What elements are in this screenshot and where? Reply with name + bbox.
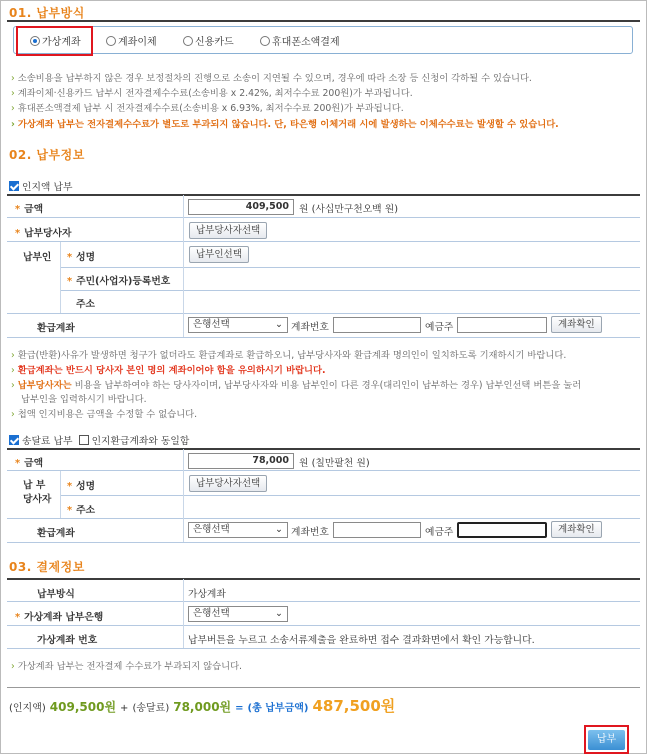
confirm-account-button[interactable]: 계좌확인 (551, 316, 602, 333)
delivery-party-label-1: 납 부 (23, 480, 46, 491)
row-divider (7, 217, 640, 218)
delivery-amount-input[interactable]: 78,000 (188, 453, 294, 469)
payer-id-label: * 주민(사업자)등록번호 (67, 276, 171, 287)
virtual-bank-select[interactable]: 은행선택 ⌄ (188, 606, 288, 622)
delivery-holder-input[interactable] (457, 522, 547, 538)
delivery-address-label: * 주소 (67, 505, 96, 516)
chevron-down-icon: ⌄ (275, 319, 283, 330)
holder-label: 예금주 (425, 322, 454, 333)
radio-label: 신용카드 (195, 37, 234, 48)
highlight-virtual-account (16, 26, 93, 56)
select-delivery-party-button[interactable]: 납부당사자선택 (189, 475, 267, 492)
checkbox-checked-icon (9, 181, 19, 191)
stamp-payment-check[interactable] (9, 179, 72, 193)
radio-dot-icon (106, 36, 116, 46)
chevron-down-icon: ⌄ (275, 524, 283, 535)
row-divider (7, 470, 640, 471)
radio-account-transfer[interactable] (106, 33, 157, 48)
col-divider (60, 242, 61, 313)
summary-equals: = (235, 703, 244, 714)
row-divider (7, 241, 640, 242)
virtual-bank-label: * 가상계좌 납부은행 (15, 612, 104, 623)
payment-method-box (13, 26, 633, 54)
row-divider (7, 313, 640, 314)
row-divider (7, 648, 640, 649)
note: › 첩액 인지비용은 금액을 수정할 수 없습니다. (11, 409, 198, 420)
amount-label: * 금액 (15, 204, 44, 215)
row-divider (7, 337, 640, 338)
refund-holder-input[interactable] (457, 317, 547, 333)
row-divider (61, 495, 640, 496)
refund-account-label: 환급계좌 (37, 323, 75, 334)
method-label: 납부방식 (37, 589, 75, 600)
note: › 계좌이체·신용카드 납부시 전자결제수수료(소송비용 x 2.42%, 최저수수료 200원)가 부과됩니다. (11, 88, 413, 99)
summary-delivery-label: (송달료) (132, 703, 170, 714)
table-top-border (7, 448, 640, 450)
row-divider (7, 601, 640, 602)
amount-suffix: 원 (사십만구천오백 원) (299, 204, 399, 215)
summary-delivery-value: 78,000원 (173, 700, 232, 714)
section-title-payment-info: 02. 납부정보 (9, 148, 85, 162)
virtual-account-label: 가상계좌 번호 (37, 635, 98, 646)
summary-total-label: (총 납부금액) (247, 703, 309, 714)
note: › 소송비용을 납부하지 않은 경우 보정절차의 진행으로 소송이 지연될 수 있으며, 경우에 따라 소장 등 신청이 각하될 수 있습니다. (11, 73, 532, 84)
radio-dot-icon (260, 36, 270, 46)
delivery-name-label: * 성명 (67, 481, 96, 492)
delivery-refund-label: 환급계좌 (37, 528, 75, 539)
delivery-amount-label: * 금액 (15, 458, 44, 469)
account-number-label: 계좌번호 (291, 322, 329, 333)
row-divider (7, 625, 640, 626)
payment-summary (9, 695, 395, 716)
summary-stamp-value: 409,500원 (49, 700, 117, 714)
radio-dot-icon (183, 36, 193, 46)
note: › 납부당사자는 비용을 납부하여야 하는 당사자이며, 납부당사자와 비용 납부인이 다른 경우(대리인이 납부하는 경우) 납부인선택 버튼을 눌러 (11, 380, 582, 391)
select-payer-button[interactable]: 납부인선택 (189, 246, 249, 263)
radio-credit-card[interactable] (183, 33, 234, 48)
checkbox-icon (79, 435, 89, 445)
note-warning: › 가상계좌 납부는 전자결제수수료가 별도로 부과되지 않습니다. 단, 타은행 이체거래 시에 발생하는 이체수수료는 발생할 수 있습니다. (11, 119, 559, 130)
section-title-billing-info: 03. 결제정보 (9, 560, 85, 574)
virtual-account-value: 납부버튼을 누르고 소송서류제출을 완료하면 접수 결과화면에서 확인 가능합니다. (188, 635, 535, 646)
checkbox-label: 인지환급계좌와 동일함 (91, 436, 190, 447)
row-divider (61, 290, 640, 291)
col-divider (60, 471, 61, 518)
select-party-button[interactable]: 납부당사자선택 (189, 222, 267, 239)
highlight-pay-button (584, 725, 629, 754)
table-top-border (7, 194, 640, 196)
summary-plus: + (120, 703, 129, 714)
note-continued: 납부인을 입력하시기 바랍니다. (21, 394, 147, 405)
section-title-payment-method: 01. 납부방식 (9, 6, 85, 20)
delivery-account-input[interactable] (333, 522, 421, 538)
note-warning: › 환급계좌는 반드시 당사자 본인 명의 계좌이어야 함을 유의하시기 바랍니다. (11, 365, 326, 376)
method-value: 가상계좌 (188, 589, 226, 600)
payer-label: 납부인 (23, 252, 52, 263)
stamp-amount-input[interactable]: 409,500 (188, 199, 294, 215)
same-as-stamp-account-check[interactable] (79, 436, 190, 447)
summary-total-value: 487,500원 (312, 697, 396, 715)
delivery-fee-check[interactable] (9, 436, 72, 447)
summary-stamp-label: (인지액) (9, 703, 46, 714)
row-divider (7, 542, 640, 543)
radio-label: 휴대폰소액결제 (272, 37, 340, 48)
checkbox-checked-icon (9, 435, 19, 445)
note: › 휴대폰소액결제 납부 시 전자결제수수료(소송비용 x 6.93%, 최저수수료 200원)가 부과됩니다. (11, 103, 404, 114)
radio-label: 계좌이체 (118, 37, 157, 48)
payer-address-label: 주소 (76, 299, 95, 310)
table-top-border (7, 578, 640, 580)
row-divider (61, 267, 640, 268)
refund-bank-select[interactable]: 은행선택 ⌄ (188, 317, 288, 333)
payer-name-label: * 성명 (67, 252, 96, 263)
note: › 가상계좌 납부는 전자결제 수수료가 부과되지 않습니다. (11, 661, 243, 672)
section-divider (7, 20, 640, 22)
col-divider (183, 449, 184, 542)
pay-button[interactable]: 납부 (588, 730, 625, 750)
col-divider (183, 579, 184, 648)
holder-label: 예금주 (425, 527, 454, 538)
delivery-fee-checks (9, 433, 189, 447)
radio-label: 가상계좌 (42, 37, 81, 48)
chevron-down-icon: ⌄ (275, 608, 283, 619)
refund-account-input[interactable] (333, 317, 421, 333)
summary-divider (7, 687, 640, 688)
checkbox-label: 인지액 납부 (22, 182, 73, 193)
checkbox-label: 송달료 납부 (22, 436, 73, 447)
delivery-bank-select[interactable]: 은행선택 ⌄ (188, 522, 288, 538)
note: › 환급(반환)사유가 발생하면 청구가 없더라도 환급계좌로 환급하오니, 납부당사자와 환급계좌 명의인이 일치하도록 기재하시기 바랍니다. (11, 350, 567, 361)
account-number-label: 계좌번호 (291, 527, 329, 538)
party-label: * 납부당사자 (15, 228, 72, 239)
delivery-confirm-account-button[interactable]: 계좌확인 (551, 521, 602, 538)
delivery-amount-suffix: 원 (칠만팔천 원) (299, 458, 370, 469)
col-divider (183, 195, 184, 337)
radio-mobile-payment[interactable] (260, 33, 340, 48)
delivery-party-label-2: 당사자 (23, 494, 52, 505)
row-divider (7, 518, 640, 519)
